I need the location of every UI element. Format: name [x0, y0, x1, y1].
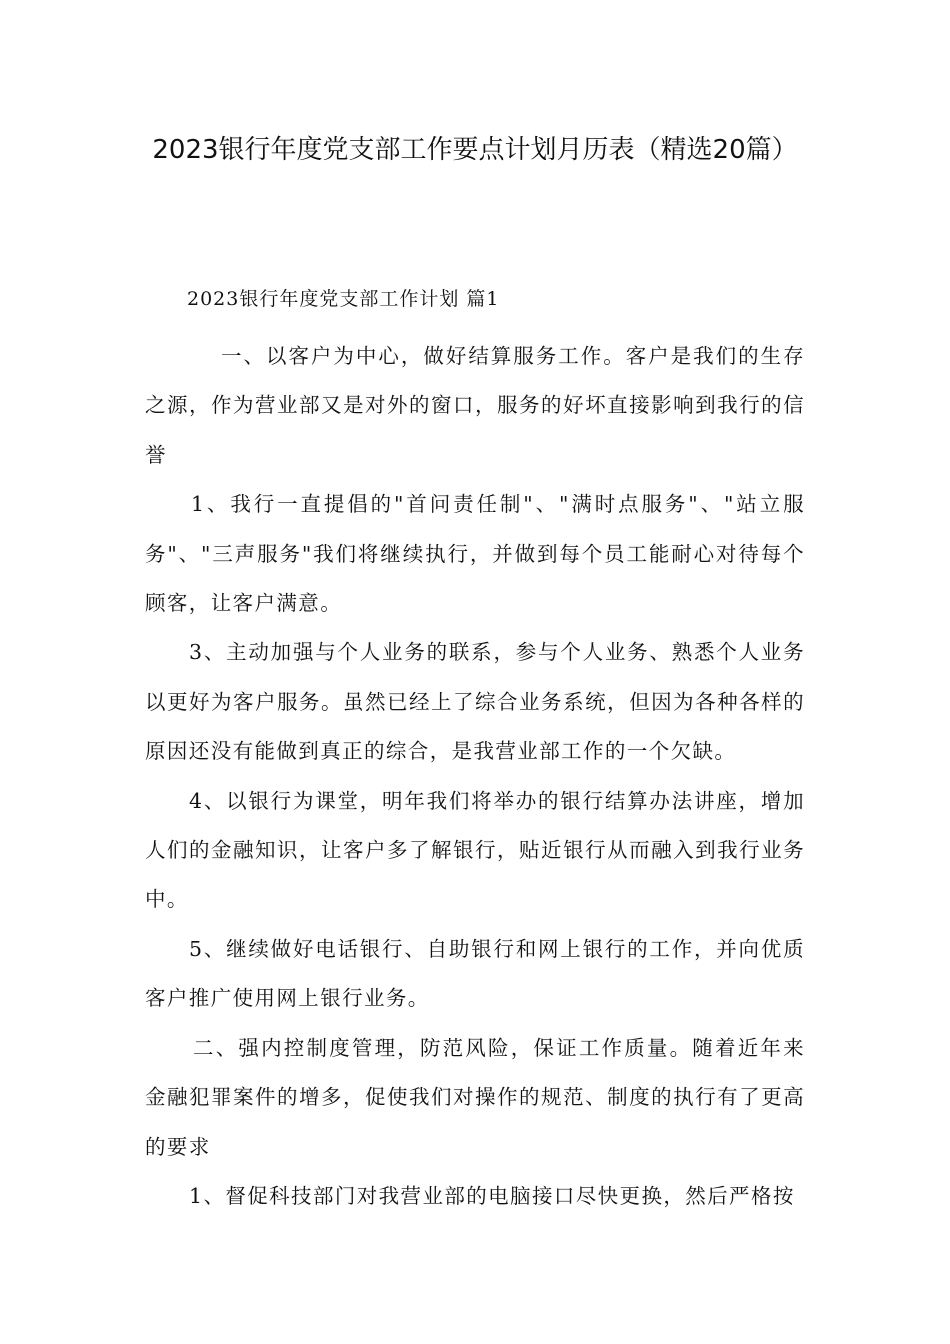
paragraph-section-one: 一、以客户为中心，做好结算服务工作。客户是我们的生存之源，作为营业部又是对外的窗口，服务的好坏直接影响到我行的信誉 [145, 344, 805, 467]
paragraph-item-4: 4、以银行为课堂，明年我们将举办的银行结算办法讲座，增加人们的金融知识，让客户多了解银行，贴近银行从而融入到我行业务中。 [145, 788, 805, 912]
paragraph-item-1: 1、我行一直提倡的"首问责任制"、"满时点服务"、"站立服务"、"三声服务"我们将继续执行，并做到每个员工能耐心对待每个顾客，让客户满意。 [145, 492, 805, 616]
document-title: 2023银行年度党支部工作要点计划月历表（精选20篇） [152, 135, 798, 165]
paragraph-item-3: 3、主动加强与个人业务的联系，参与个人业务、熟悉个人业务以更好为客户服务。虽然已经上了综合业务系统，但因为各种各样的原因还没有能做到真正的综合，是我营业部工作的一个欠缺。 [145, 640, 805, 764]
paragraph-item-5: 5、继续做好电话银行、自助银行和网上银行的工作，并向优质客户推广使用网上银行业务。 [145, 936, 805, 1011]
paragraph-section-two: 二、强内控制度管理，防范风险，保证工作质量。随着近年来金融犯罪案件的增多，促使我们对操作的规范、制度的执行有了更高的要求 [145, 1035, 805, 1159]
section-heading: 2023银行年度党支部工作计划 篇1 [187, 288, 500, 310]
paragraph-item-1-second: 1、督促科技部门对我营业部的电脑接口尽快更换，然后严格按 [189, 1183, 795, 1208]
document-body [145, 332, 805, 1221]
